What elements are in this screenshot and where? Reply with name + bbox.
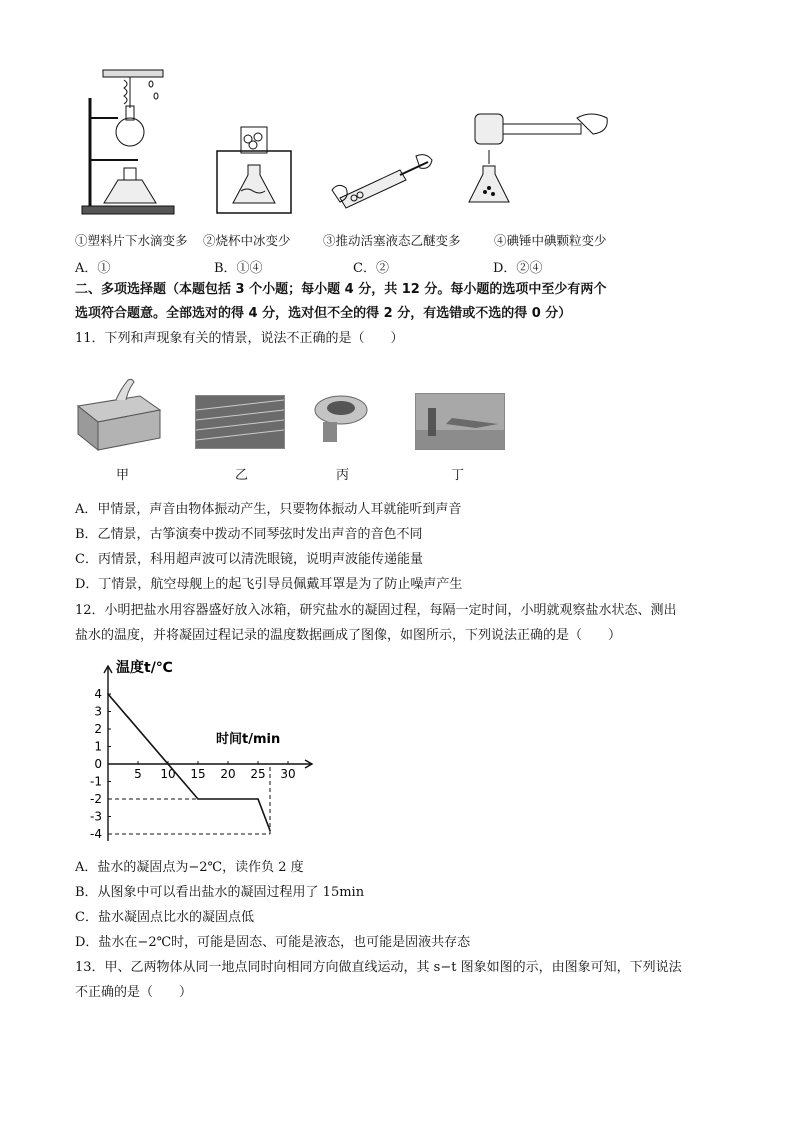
apparatus-2-drawing: [215, 125, 295, 215]
q11-option-b[interactable]: B．乙情景，古筝演奏中拨动不同琴弦时发出声音的音色不同: [75, 527, 423, 542]
apparatus-caption-3: ③推动活塞液态乙醚变多: [323, 233, 461, 248]
temperature-line: [108, 694, 270, 831]
photo-jia: [76, 378, 162, 452]
apparatus-3-drawing: [330, 150, 435, 215]
data-point: [197, 798, 199, 800]
x-axis-label: 时间t/min: [216, 732, 281, 747]
q11-option-d[interactable]: D．丁情景，航空母舰上的起飞引导员佩戴耳罩是为了防止噪声产生: [75, 577, 463, 592]
q10-option-b[interactable]: B．①④: [214, 261, 263, 276]
picture-label-yi: 乙: [235, 468, 249, 483]
x-tick-label: 10: [160, 767, 176, 781]
data-point: [257, 798, 259, 800]
q11-option-c[interactable]: C．丙情景，科用超声波可以清洗眼镜，说明声波能传递能量: [75, 552, 423, 567]
q13-stem: 13．甲、乙两物体从同一地点同时向相同方向做直线运动，其 s−t 图象如图的示，由图象可知，下列说法: [75, 960, 682, 975]
y-tick-label: -3: [90, 809, 102, 824]
q12-option-a[interactable]: A．盐水的凝固点为−2℃，读作负 2 度: [75, 860, 304, 875]
picture-label-jia: 甲: [116, 468, 130, 483]
q10-option-c[interactable]: C．②: [353, 261, 389, 276]
q10-option-a[interactable]: A．①: [75, 261, 111, 276]
photo-yi: [195, 395, 285, 449]
section-heading-cont: 选项符合题意。全部选对的得 4 分，选对但不全的得 2 分，有选错或不选的得 0 分）: [75, 306, 572, 321]
q10-option-d[interactable]: D．②④: [493, 261, 543, 276]
x-tick-label: 5: [134, 767, 142, 781]
x-tick-label: 25: [250, 767, 266, 781]
q12-option-d[interactable]: D．盐水在−2℃时，可能是固态、可能是液态，也可能是固液共存态: [75, 935, 471, 950]
q13-stem-cont: 不正确的是（ ）: [75, 985, 193, 1000]
apparatus-caption-4: ④碘锤中碘颗粒变少: [494, 233, 607, 248]
photo-bing: [313, 388, 371, 446]
y-axis-label: 温度t/℃: [116, 660, 173, 676]
data-point: [269, 830, 271, 832]
y-tick-label: -1: [90, 774, 102, 789]
y-tick-label: 2: [94, 722, 102, 736]
x-tick-label: 15: [190, 767, 206, 781]
temperature-time-chart: [80, 660, 320, 845]
q12-stem-cont: 盐水的温度，并将凝固过程记录的温度数据画成了图像，如图所示，下列说法正确的是（ ）: [75, 628, 622, 643]
picture-label-ding: 丁: [451, 468, 465, 483]
x-tick-label: 20: [220, 767, 236, 781]
y-tick-label: 1: [94, 739, 102, 754]
apparatus-caption-1: ①塑料片下水滴变多: [75, 233, 188, 248]
picture-label-bing: 丙: [336, 468, 350, 483]
y-tick-label: 0: [94, 757, 102, 771]
q12-stem: 12．小明把盐水用容器盛好放入冰箱，研究盐水的凝固过程，每隔一定时间，小明就观察盐水状态、测出: [75, 603, 677, 618]
x-tick-label: 30: [280, 767, 296, 781]
q12-option-b[interactable]: B．从图象中可以看出盐水的凝固过程用了 15min: [75, 885, 365, 900]
q12-option-c[interactable]: C．盐水凝固点比水的凝固点低: [75, 910, 254, 925]
apparatus-1-drawing: [78, 68, 178, 218]
q11-stem: 11．下列和声现象有关的情景，说法不正确的是（ ）: [75, 331, 404, 346]
y-tick-label: 4: [94, 687, 102, 701]
section-heading: 二、多项选择题（本题包括 3 个小题；每小题 4 分，共 12 分。每小题的选项中至少有两个: [75, 282, 607, 297]
photo-ding: [415, 393, 505, 450]
y-tick-label: 3: [94, 704, 102, 719]
apparatus-4-drawing: [465, 108, 615, 218]
apparatus-caption-2: ②烧杯中冰变少: [203, 233, 291, 248]
y-tick-label: -4: [90, 827, 102, 841]
y-tick-label: -2: [90, 792, 102, 806]
data-point: [107, 693, 109, 695]
q11-option-a[interactable]: A．甲情景，声音由物体振动产生，只要物体振动人耳就能听到声音: [75, 502, 462, 517]
